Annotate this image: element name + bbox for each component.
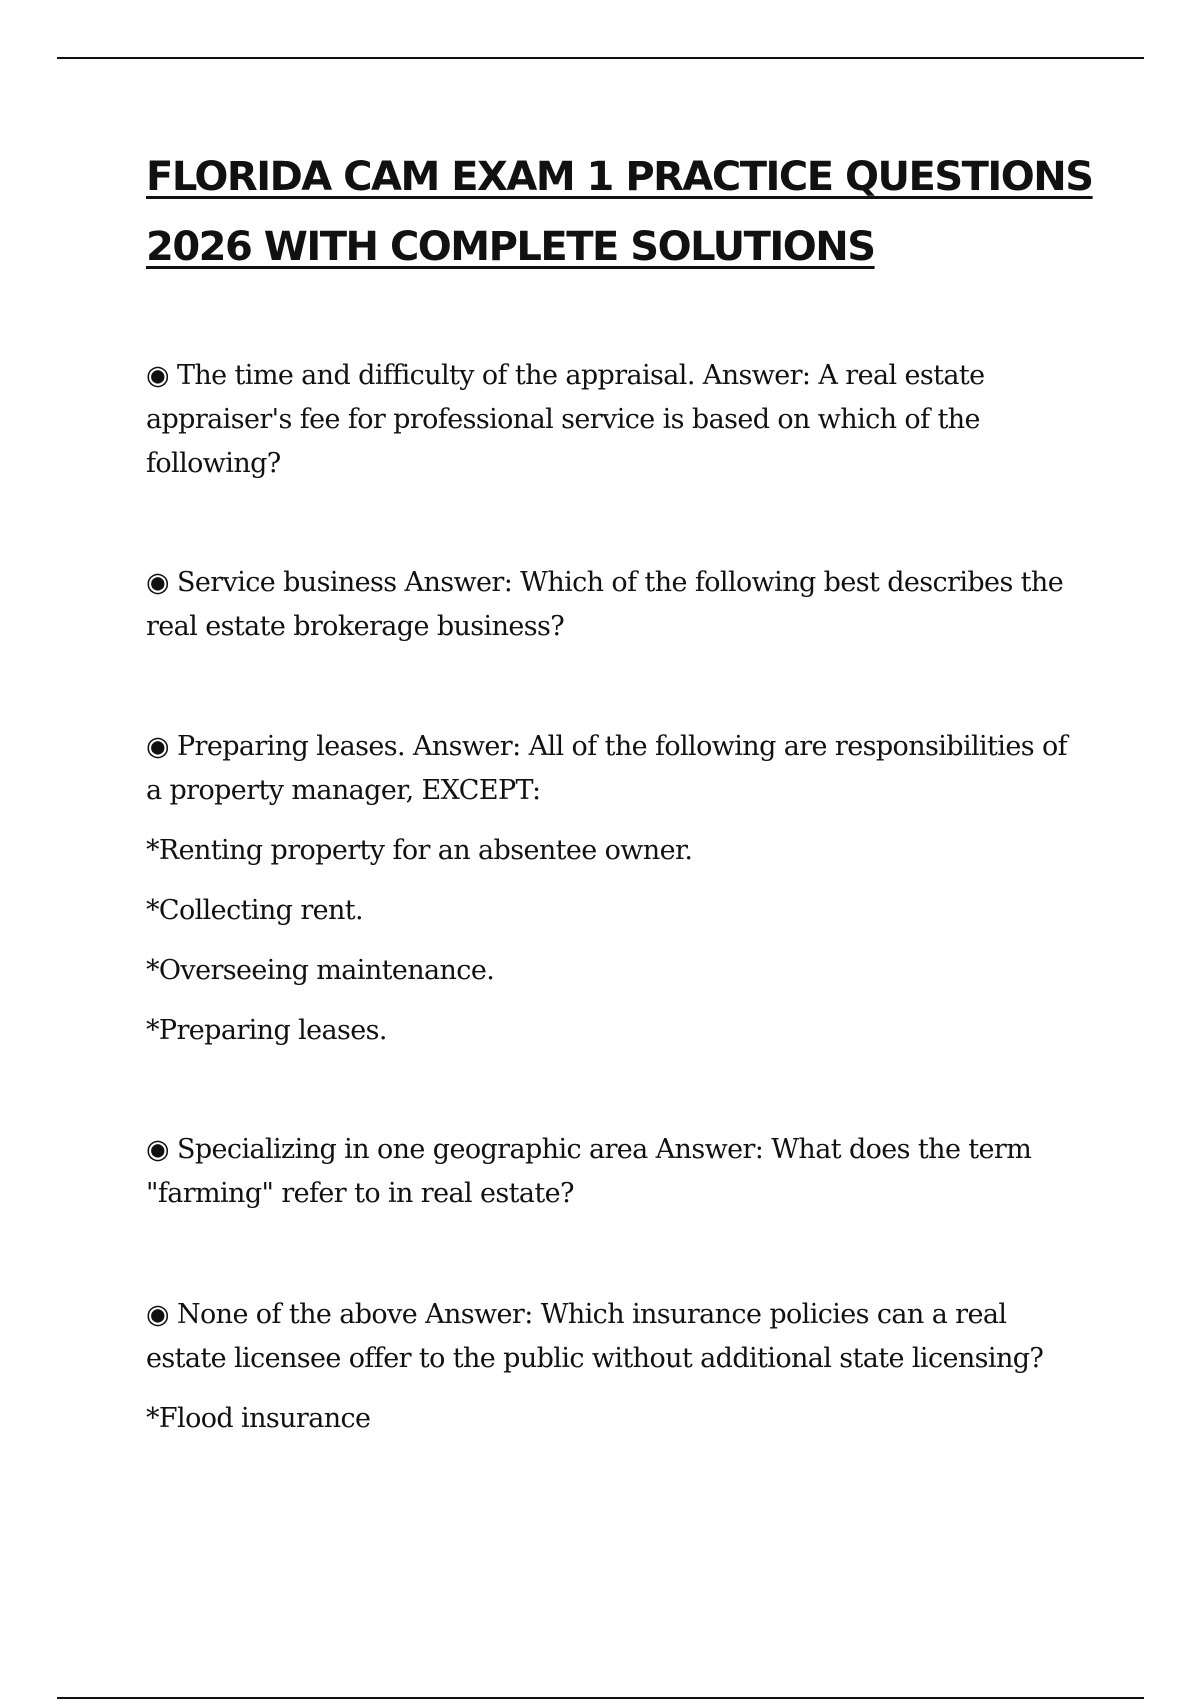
option-line: *Collecting rent. <box>146 895 364 926</box>
qa-item-2 <box>146 561 1086 649</box>
option-line: *Flood insurance <box>146 1403 371 1434</box>
qa-text: The time and difficulty of the appraisal. Answer: A real estate appraiser's fee for professional service is based on which of the following? <box>146 360 985 479</box>
qa-text: Preparing leases. Answer: All of the following are responsibilities of a property manager, EXCEPT: <box>146 731 1068 806</box>
bullet-icon: ◉ <box>146 360 169 391</box>
title-line-2: 2026 WITH COMPLETE SOLUTIONS <box>146 224 875 270</box>
qa-text: Specializing in one geographic area Answer: What does the term "farming" refer to in real estate? <box>146 1134 1032 1209</box>
bottom-divider <box>57 1697 1144 1699</box>
option-line: *Renting property for an absentee owner. <box>146 835 693 866</box>
qa-item-5 <box>146 1293 1086 1441</box>
qa-item-1 <box>146 354 1086 486</box>
option-line: *Overseeing maintenance. <box>146 955 495 986</box>
bullet-icon: ◉ <box>146 1134 169 1165</box>
option-line: *Preparing leases. <box>146 1015 387 1046</box>
title-line-1: FLORIDA CAM EXAM 1 PRACTICE QUESTIONS <box>146 154 1093 200</box>
document-title <box>146 142 1146 282</box>
qa-item-4 <box>146 1128 1086 1216</box>
qa-item-3 <box>146 725 1086 1053</box>
qa-text: Service business Answer: Which of the following best describes the real estate brokerage business? <box>146 567 1064 642</box>
top-divider <box>57 57 1144 59</box>
bullet-icon: ◉ <box>146 1299 169 1330</box>
bullet-icon: ◉ <box>146 731 169 762</box>
qa-text: None of the above Answer: Which insurance policies can a real estate licensee offer to the public without additional state licensing? <box>146 1299 1044 1374</box>
bullet-icon: ◉ <box>146 567 169 598</box>
